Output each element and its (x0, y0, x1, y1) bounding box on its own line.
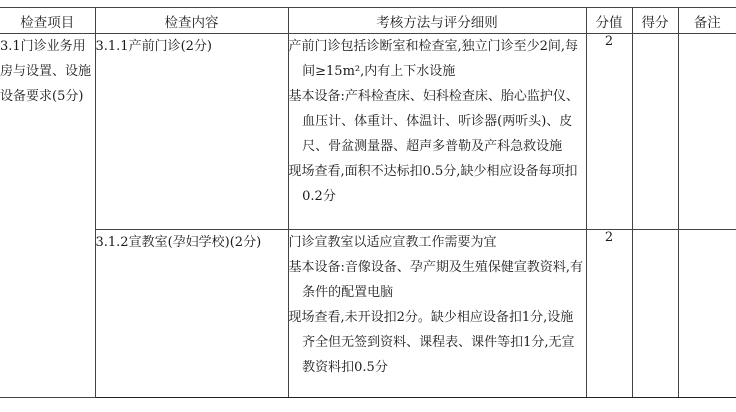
header-method: 考核方法与评分细则 (288, 8, 586, 34)
method-paragraph: 门诊宣教室以适应宣教工作需要为宜 (288, 235, 497, 250)
check-content-cell (95, 230, 288, 398)
method-paragraph: 现场查看,未开设扣2分。缺少相应设备扣1分,设施齐全但无签到资料、课程表、课件等扣1分,无宣教资料扣0.5分 (288, 310, 575, 375)
obtained-score-cell[interactable] (632, 34, 678, 230)
check-item-text: 3.1门诊业务用房与设置、设施设备要求(5分) (0, 39, 92, 104)
header-check-item: 检查项目 (0, 8, 95, 34)
method-paragraph: 现场查看,面积不达标扣0.5分,缺少相应设备每项扣0.2分 (288, 164, 578, 204)
score-cell: 2 (586, 230, 632, 398)
check-content-text: 3.1.2宣教室(孕妇学校)(2分) (95, 235, 262, 250)
header-check-content: 检查内容 (95, 8, 288, 34)
obtained-score-cell[interactable] (632, 230, 678, 398)
header-score: 分值 (586, 8, 632, 34)
method-cell (288, 34, 586, 230)
table-row (0, 230, 736, 398)
header-obtained: 得分 (632, 8, 678, 34)
header-remark: 备注 (678, 8, 736, 34)
remark-cell[interactable] (678, 230, 736, 398)
header-row (0, 8, 736, 34)
check-item-cell (0, 34, 95, 398)
evaluation-table (0, 7, 736, 398)
method-cell (288, 230, 586, 398)
table-row (0, 34, 736, 230)
check-content-cell (95, 34, 288, 230)
method-paragraph: 基本设备:音像设备、孕产期及生殖保健宣教资料,有条件的配置电脑 (288, 260, 584, 300)
score-cell: 2 (586, 34, 632, 230)
method-paragraph: 产前门诊包括诊断室和检查室,独立门诊至少2间,每间≥15m²,内有上下水设施 (288, 39, 579, 79)
check-content-text: 3.1.1产前门诊(2分) (95, 39, 212, 54)
method-paragraph: 基本设备:产科检查床、妇科检查床、胎心监护仪、血压计、体重计、体温计、听诊器(两听头)、皮尺、骨盆测量器、超声多普勒及产科急救设施 (288, 89, 579, 154)
remark-cell[interactable] (678, 34, 736, 230)
